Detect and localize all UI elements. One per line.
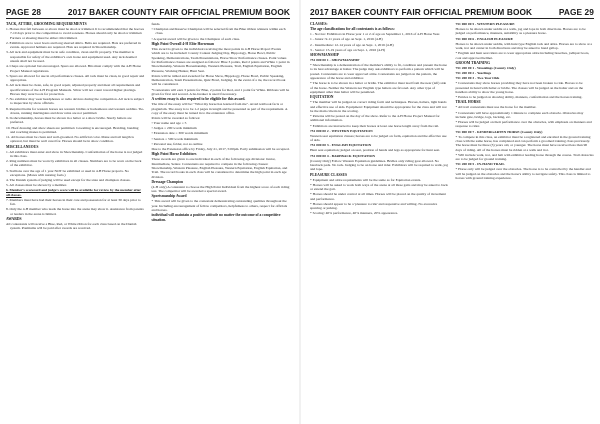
paragraph: 7. Members must have had their horses in their care and possession for at least 30 days prior to fair. [6, 197, 141, 207]
paragraph: * Horses will be judged on their performance over the obstacles, with emphasis on manners and response to rider. [455, 120, 592, 129]
right-page [300, 0, 600, 424]
paragraph: * All trail contestants must use the horse for the member. [455, 105, 537, 110]
paragraph: 5. Spurs are allowed for use in all performance classes. All tack must be clean, in good repair and appropriate. [6, 73, 145, 83]
section-heading: 751 000 00 4 - BAREBACK EQUITATION [310, 153, 376, 158]
section-heading: MISCELLANEOUS [6, 144, 39, 149]
paragraph: * Contestants may show horses providing they have not been broken to ride. Horses to be presented in hand with halter or bridle. The classes will be judged on the halter and on the handlers ability to show the young horse. [455, 81, 584, 94]
paragraph: Hunt seat equitation; judged on seat, position of hands and legs as appropriate for hunt seat. [310, 148, 441, 153]
paragraph: 1 - Novice: Exhibitors in Horse year 1 or 2 of age on September 1, 2016 of 4-H Horse Year. [310, 32, 441, 37]
paragraph: * Patterns will be posted on the day of the show. Refer to the 4-H Horse Project Manual for additional information. [310, 114, 440, 123]
left-col-1 [6, 22, 145, 422]
section-heading: 751 000 00 1 - SHOWMANSHIP [310, 57, 360, 62]
paragraph: * Horse only will be judged over the obstacles. The horse is to be controlled by the handler and will be judged on the obstacles and the horse's ability to navigate safely. This class is limited to horses with ground training experience. [455, 167, 591, 181]
paragraph: Points will be tallied and awarded for Horse Show, Hippology, Horse Bowl, Public Speaking, Demonstration, Team Presentations, Quiz Bowl, Judging. In the event of a tie, the record book will be considered. [151, 73, 286, 87]
paragraph: These awards are given to one individual in each of the following age divisions: Junior, Intermediate, Senior. Contestants are required to compete in the following classes: Showmanship, Western Pleasure, English Pleasure, Western Equitation, English Equitation, and Trail. The record books in each class will be considered to determine the high point in each age division. [151, 157, 288, 179]
section-heading: SHOWMANSHIP [310, 52, 339, 57]
paragraph: 2. Exhibitors are to wear boots and long sleeved shirts. Belts are required. Hats are preferred in events. Approved helmets are required. Hats are required in Showmanship. [6, 40, 141, 50]
paragraph: * The horse is to be shown in a halter or bridle. The exhibitor must lead from the near (left) side of the horse. Neither the Western nor English type halters are favored. Any other type of equipment other than halter will be penalized. [310, 81, 447, 94]
paragraph: (County Only) Follow Western Equitation guidelines. Bridles only riding gear allowed. No bareback pads. No tack. Judging to be on horse and rider. Exhibitors will be required to walk, jog and lope. [310, 158, 448, 172]
section-heading: AWARDS [6, 216, 22, 221]
paragraph: * This award will be given to the contestant demonstrating outstanding qualities throughout the year. Including encouragement of fellow competitors, helpfulness to others, respect for officials and horses. [151, 199, 288, 213]
paragraph: 11. All horses must be clean and well-groomed. No artificial color. Mane and tail length is optional, but must be well cared for. Horses should be in show condition. [6, 135, 134, 144]
paragraph: 3. All tack and equipment must be in safe condition, clean and fit properly. The member is responsible for safety of the exhibitor's own horse and equipment used. Any tack deemed unsafe shall not be used. [6, 50, 137, 64]
section-heading: The age classifications for all contestants is as follows: [310, 27, 395, 32]
section-heading: PLEASURE CLASSES [310, 172, 347, 177]
paragraph: 10. Hoof dressing and show sheen are permitted. Grooming is encouraged. Braiding, banding and roaching manes is permitted. [6, 125, 139, 134]
section-heading: High Point Horse Exhibitors [151, 152, 197, 157]
paragraph: Due to the Extension office by Friday, July 21, 2017, 5:00pm. Early submission will be accepted. [151, 146, 290, 151]
section-heading: 751 200 00 1 - Weanlings (County Only) [455, 65, 516, 70]
paragraph: 9. In showmanship, horses must be shown in a halter or a show bridle. Sturdy halters are preferred. [6, 116, 132, 125]
left-page-columns [6, 22, 290, 422]
paragraph: * Horses should appear to be a 'pleasure to ride' and responsive and willing. No excessive spurring or jerking. [310, 201, 438, 211]
paragraph: 1 - Junior: 9-11 years of age on Sept. 1, 2016 (4-H) [310, 37, 383, 42]
paragraph: 6. Member's scorecard and judge's score will be available for review by the member after all classes. [6, 188, 141, 197]
paragraph: 5. All classes must be shown by a member. [6, 183, 67, 188]
paragraph: * Exhibitors are instructed to keep their horses at least one horse length away from the rail. [310, 123, 440, 128]
paragraph: *Contestants will earn 3 points for Blue, 2 points for Red, and 1 point for White. Ribbons will be given for first and second. A tie-breaker is used if necessary. [151, 87, 290, 96]
book-title-right: 2017 BAKER COUNTY FAIR OFFICIAL PREMIUM BOOK [310, 7, 533, 17]
section-heading: Dressage Champion [151, 179, 184, 184]
paragraph: 4. Chaps are optional but encouraged. Spurs are allowed. Bits must comply with the 4-H Horse Project Manual regulations. [6, 64, 141, 73]
paragraph: • Champion and Reserve Champion will be selected from the Blue ribbon winners within each class. [151, 27, 286, 36]
section-heading: CLASSES: [310, 22, 328, 26]
paragraph: 2. Ring numbers must be worn by exhibitors in all classes. Numbers are to be worn on the back of the exhibitor. [6, 159, 142, 168]
page-number-left: PAGE 28 [6, 7, 42, 17]
paragraph: • Judges = 200 words minimum [151, 126, 197, 131]
paragraph: funds. [151, 22, 161, 26]
section-heading: individual will maintain a positive attitude no matter the outcome of a competitive situation. [151, 213, 281, 222]
paragraph: 8. Required items for western horses are western bridles or hackamores and western saddles. Tie-downs, running martingales and draw reins are not permitted. [6, 106, 145, 115]
paragraph: Horses to be shown under saddle, with hunt type English tack and attire. Horses are to show at a walk, trot and canter in both directions and may be asked to hand gallop. [455, 41, 593, 51]
section-heading: TACK, ATTIRE, GROOMING REQUIREMENTS [6, 22, 87, 26]
section-heading: Sportsmanship Award [151, 194, 187, 199]
paragraph: * Showmanship is a demonstration of the member's ability to fit, condition and present the horse to its best advantage at halter. The judge may ask exhibitors to perform a pattern which will be posted. Contestants are to wear approved attire. Contestants are judged on the pattern, the appearance of the horse and exhibitor. [310, 63, 447, 81]
section-heading: A written essay is also required to be eligible for this award. [151, 97, 246, 102]
section-heading: High Point Overall 4-H Elite Horseman [151, 41, 214, 46]
paragraph: * Scoring: 40% performance, 40% manners, 20% appearance. [310, 211, 399, 216]
paragraph: (4-H only) A contestant to choose the High Point Individual from the highest score of each riding test. The competitor will be awarded a special award. [151, 184, 290, 194]
right-col-2 [456, 22, 595, 422]
paragraph: 3 - Senior: 15-19 years of age on Sept. 1, 2016 (4-H) [310, 47, 385, 52]
paragraph: 2 - Intermediate: 12-14 years of age on Sept. 1, 2016 (4-H) [310, 42, 394, 47]
paragraph: • Your name and age = 5 [151, 121, 187, 126]
paragraph: 3. Stallions over the age of 1 year NOT be exhibited or used in 4-H Horse projects. No exceptions. (Mares with nursing foals.) [6, 168, 129, 177]
section-heading: 751 200 00 5 - IN-HAND TRAIL [455, 162, 505, 167]
paragraph: This award is given to the individual receiving the most points in 4-H Horse Project Events which are to be included: County Contest Judging Day, Hippology, Horse Bowl, Public Speaking, Demonstrations, Team Presentations, Horse Show Performance classes. Point values for Performance classes are assigned as follows: Blue 3 points, Red 2 points and White 1 point in Showmanship, Western Horsemanship, Western Pleasure, Trail, English Equitation, English Pleasure, Working Hunter, Hunt Seat. [151, 46, 290, 73]
paragraph: 1. All exhibitors must enter and show in Showmanship. Conformation of the horse is not judged in this class. [6, 149, 143, 158]
section-heading: 751 000 00 5 - WESTERN PLEASURE [455, 22, 515, 26]
paragraph: All contestants will receive a Blue, Red, or White ribbon for each class based on the Danish system. Premiums will be paid after awards are received. [6, 221, 137, 231]
paragraph: * Will include walk, trot, and halt with exhibitor leading horse through the course. Trail obstacles are to be judged for ground training. [455, 152, 594, 162]
right-col-1 [310, 22, 449, 422]
section-heading: GROOM TRAINING [455, 60, 490, 65]
page-number-right: PAGE 29 [558, 7, 594, 17]
paragraph: * Horses should be under control at all times. Horses will be placed on the quality of movement and performance. [310, 192, 446, 201]
paragraph: Western seat equitation classes; horses are to be judged on form, equitation and the effective use of aids. [310, 133, 447, 143]
paragraph: 8. Only the 4-H member who leads the horse into the arena may show it. Assistance from parents or leaders in the arena is limited. [6, 207, 144, 216]
left-page-header [6, 0, 290, 19]
book-title-left: 2017 BAKER COUNTY FAIR OFFICIAL PREMIUM BOOK [67, 7, 290, 17]
paragraph: 7. No exhibitor may wear headphones or radio devices during the competition. All tack is subject to inspection by show officials. [6, 97, 144, 106]
paragraph: • Extension date = 300 words minimum [151, 131, 208, 136]
paragraph: 4. The Danish system of judging will be used except for the state and champion classes. [6, 178, 131, 183]
paragraph: Points will be awarded as follows: [151, 116, 201, 121]
left-col-2 [152, 22, 291, 422]
paragraph: • A special award will be given to the Champion of each class. [151, 36, 240, 41]
paragraph: • Seniors = 500 words minimum [151, 136, 198, 141]
right-page-header [310, 0, 594, 19]
paragraph: * The member will be judged on correct riding form and techniques. Horses, halters, light hands and effective use of aids. Equipment: Equipment should be appropriate for the class and will not be the main criteria in the scoring. [310, 100, 447, 113]
paragraph: * Entries to be judged on showing ability, manners, conformation and the horses training. [455, 95, 583, 100]
section-heading: 751 200 00 2 - Yearlings [455, 71, 492, 76]
right-page-columns [310, 22, 594, 422]
paragraph: * English and hunt seat riders are to wear appropriate attire including breeches, jodhpur boots, coat and approved helmet. [455, 51, 590, 60]
section-heading: TRAIL HORSE [455, 100, 481, 105]
paragraph: The title of the essay will be: "What my horse has learned from me". Avoid textbook facts or plagiarism. The essay is to be 1-2 pages in length and be presented as part of the requirement. A copy of the essay must be turned in to the extension office. [151, 102, 288, 115]
paragraph: * Equipment and attire requirements will be the same as for Equitation events. [310, 177, 422, 182]
section-heading: 751 000 00 6 - ENGLISH PLEASURE [455, 36, 514, 41]
paragraph: Horses to be shown under saddle at a walk, jog and lope in both directions. Horses are to be judged on performance, manners, suitability as a pleasure horse. [455, 27, 586, 36]
paragraph: * Contestants will have approximately 1 minute to complete each obstacle. Obstacles may include gate, bridge, logs, backing, etc. [455, 110, 584, 119]
section-heading: 751 000 00 7 - KINDERGARTEN HORSE (County Only) [455, 129, 543, 134]
paragraph: * To compete in this class, an exhibitor must be a registered and enrolled in the ground training class with the same horse, has completed and can perform a groomed training class previously. The horse must be three (3) years old, or younger. The horse must have received less than 90 days of riding. All of the horses must be ridden at a walk and trot. [455, 134, 591, 152]
section-heading: 751 000 00 2 - WESTERN EQUITATION [310, 128, 373, 133]
section-heading: 751 000 00 3 - ENGLISH EQUITATION [310, 143, 372, 148]
paragraph: 1. Horses that fall between or above must be shod or trimmed. It is recommended that the hooves 7-10 days prior to the competition to avoid soreness. Horses should only be shod or trimmed. Farriers or shoeing must be either rim trimmed. [6, 27, 144, 40]
paragraph: • Personal use, folder, not as outline [151, 141, 203, 146]
section-heading: 751 200 00 3 - Two Year Olds [455, 76, 500, 81]
paragraph: * Horses will be asked to work both ways of the arena at all three gaits and may be asked to back or extend the gait. [310, 182, 448, 192]
section-heading: EQUITATION [310, 95, 334, 100]
paragraph: 6. All tack must be clean, safe, in good repair, adjusted properly and meet all requirements and specifications of the 4-H Program Manuals. Silver will not count toward higher placings. Horses may wear boots for protection. [6, 83, 141, 96]
